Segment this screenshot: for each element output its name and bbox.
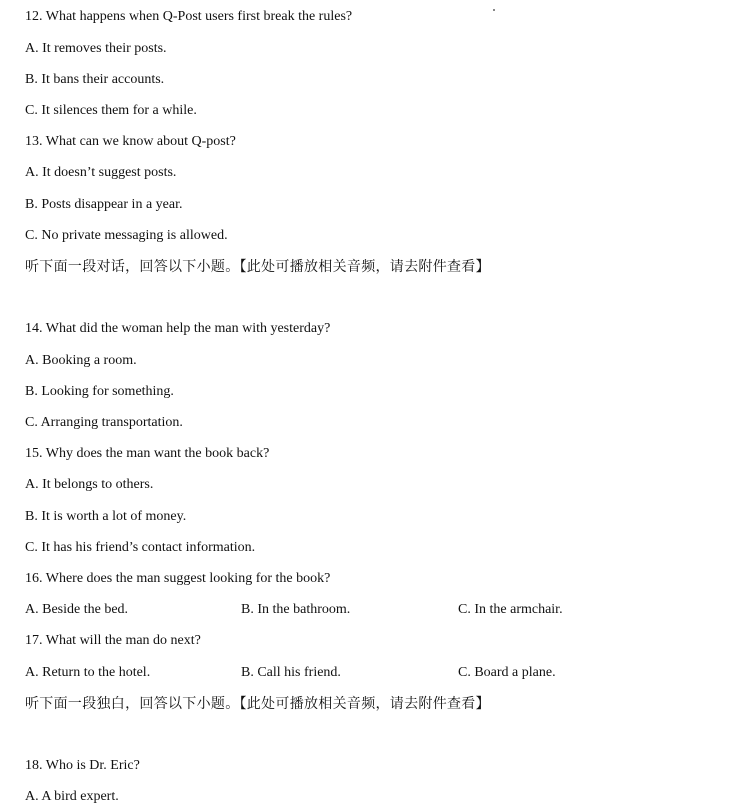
q15-option-a: A. It belongs to others. xyxy=(25,477,154,492)
q12-option-c: C. It silences them for a while. xyxy=(25,103,197,118)
q17-option-b: B. Call his friend. xyxy=(241,665,341,680)
instruction-dialogue: 听下面一段对话，回答以下小题。【此处可播放相关音频，请去附件查看】 xyxy=(25,259,490,275)
question-18: 18. Who is Dr. Eric? xyxy=(25,758,140,773)
q16-option-c: C. In the armchair. xyxy=(458,602,563,617)
q15-option-c: C. It has his friend’s contact information. xyxy=(25,540,256,555)
q12-option-a: A. It removes their posts. xyxy=(25,41,167,56)
q15-option-b: B. It is worth a lot of money. xyxy=(25,509,187,524)
q18-option-a: A. A bird expert. xyxy=(25,789,119,804)
q14-option-a: A. Booking a room. xyxy=(25,353,137,368)
q14-option-b: B. Looking for something. xyxy=(25,384,174,399)
stray-dot xyxy=(493,9,495,11)
q13-option-c: C. No private messaging is allowed. xyxy=(25,228,228,243)
q17-option-c: C. Board a plane. xyxy=(458,665,556,680)
q14-option-c: C. Arranging transportation. xyxy=(25,415,183,430)
q12-option-b: B. It bans their accounts. xyxy=(25,72,165,87)
question-14: 14. What did the woman help the man with yesterday? xyxy=(25,321,331,336)
q17-option-a: A. Return to the hotel. xyxy=(25,665,151,680)
question-16: 16. Where does the man suggest looking for the book? xyxy=(25,571,331,586)
instruction-monologue: 听下面一段独白，回答以下小题。【此处可播放相关音频，请去附件查看】 xyxy=(25,696,490,712)
q13-option-b: B. Posts disappear in a year. xyxy=(25,197,183,212)
question-15: 15. Why does the man want the book back? xyxy=(25,446,270,461)
q13-option-a: A. It doesn’t suggest posts. xyxy=(25,165,177,180)
q16-option-b: B. In the bathroom. xyxy=(241,602,351,617)
q16-option-a: A. Beside the bed. xyxy=(25,602,129,617)
question-12: 12. What happens when Q-Post users first break the rules? xyxy=(25,9,353,24)
question-13: 13. What can we know about Q-post? xyxy=(25,134,236,149)
question-17: 17. What will the man do next? xyxy=(25,633,201,648)
